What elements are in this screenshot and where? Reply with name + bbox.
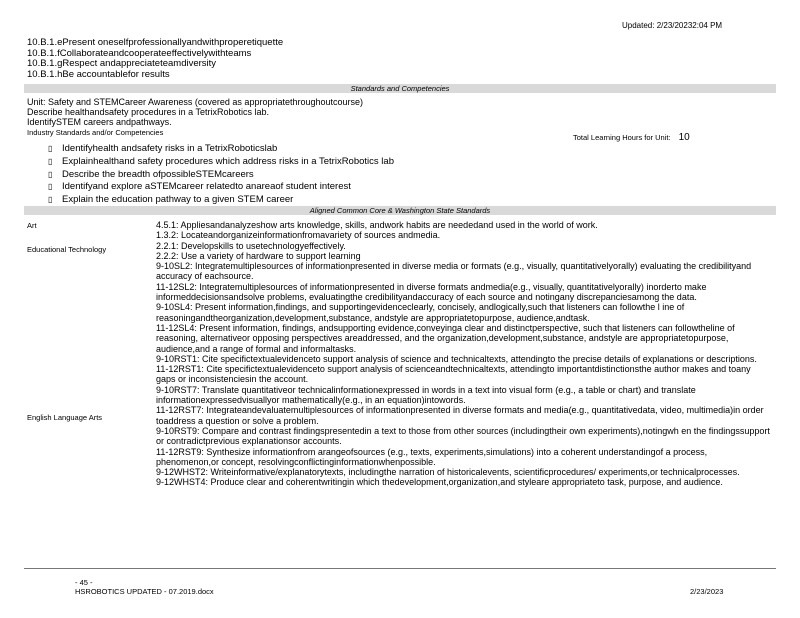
unit-description: Describe healthandsafety procedures in a TetrixRobotics lab. <box>27 107 269 118</box>
total-hours-value: 10 <box>678 132 690 143</box>
updated-timestamp: Updated: 2/23/20232:04 PM <box>622 21 723 30</box>
standard-entry: 11-12RST9: Synthesize informationfrom arangeofsources (e.g., texts, experiments,simulations) into a coherent understandingof a process, phenomenon,or concept, resolvingconflictinginformationwhenpossible. <box>156 446 708 467</box>
standard-line: 10.B.1.ePresent oneselfprofessionallyandwithproperetiquette <box>27 37 284 48</box>
top-standards-list <box>27 38 283 80</box>
list-item: ▯ Describe the breadth ofpossibleSTEMcareers <box>48 168 254 180</box>
bullet-icon: ▯ <box>48 169 53 179</box>
subject-art: Art <box>27 221 37 230</box>
industry-standards-label: Industry Standards and/or Competencies <box>27 127 164 137</box>
standard-entry: 11-12RST1: Cite specifictextualevidenceto support analysis of scienceandtechnicaltexts, attendingto importantdistinctionsthe author makes and toany gaps or inconsistenciesin the account. <box>156 364 751 385</box>
page-number: - 45 - <box>75 578 93 587</box>
standard-entry: 4.5.1: Appliesandanalyzeshow arts knowledge, skills, andwork habits are neededand used in the world of work. <box>156 220 598 230</box>
subject-educational-technology: Educational Technology <box>27 245 107 254</box>
aligned-standards-list <box>156 220 772 488</box>
standard-entry: 9-10RST1: Cite specifictextualevidenceto support analysis of science and technicaltexts, attendingto the precise details of explanations or descriptions. <box>156 353 757 364</box>
standard-entry: 11-12SL2: Integratemultiplesources of informationpresented in diverse formats andmedia(e.g., visually, quantitativelyorally) inorderto make informeddecisionsandsolve problems, evaluatingthe credibilityandaccuracy of each source and notingany discrepanciesamong the data. <box>156 281 707 303</box>
standard-entry: 2.2.2: Use a variety of hardware to support learning <box>156 250 361 261</box>
unit-title: Unit: Safety and STEMCareer Awareness (covered as appropriatethroughoutcourse) <box>27 97 364 107</box>
footer-divider <box>24 568 776 569</box>
bullet-icon: ▯ <box>48 144 53 153</box>
footer-date: 2/23/2023 <box>690 587 724 596</box>
total-hours-label: Total Learning Hours for Unit: <box>573 133 671 142</box>
unit-block <box>27 97 363 138</box>
bullet-icon: ▯ <box>48 156 53 166</box>
standard-entry: 9-12WHST2: Writeinformative/explanatorytexts, includingthe narration of historicalevents, scientificprocedures/ experiments,or technicalprocesses. <box>156 467 740 478</box>
standard-entry: 9-10RST9: Compare and contrast findingspresentedin a text to those from other sources (includingtheir own experiments),notingwh en the findingssupport or contradictprevious explanationsor accounts. <box>156 425 770 447</box>
total-hours <box>573 132 690 143</box>
list-item: ▯ Explainhealthand safety procedures which address risks in a TetrixRobotics lab <box>48 155 394 167</box>
competency-list <box>48 143 394 207</box>
standard-entry: 9-10SL2: Integratemultiplesources of informationpresented in diverse media or formats (e.g., visually, quantitativelyorally) evaluating the credibilityand accuracy of eachsource. <box>156 261 752 282</box>
list-item: ▯ Explain the education pathway to a given STEM career <box>48 194 294 206</box>
subject-english-language-arts: English Language Arts <box>27 413 103 422</box>
standard-entry: 2.2.1: Developskills to usetechnologyeffectively. <box>156 240 346 251</box>
standard-line: 10.B.1.hBe accountablefor results <box>27 68 170 80</box>
standards-competencies-band: Standards and Competencies <box>24 84 776 93</box>
bullet-icon: ▯ <box>48 182 53 192</box>
standard-entry: 9-10RST7: Translate quantitativeor technicalinformationexpressed in words in a text into visual form (e.g., a table or chart) and translate informationexpressedvisuallyor mathematically(e.g., in an equation)intowords. <box>156 384 696 406</box>
standard-line: 10.B.1.fCollaborateandcooperateeffectivelywithteams <box>27 47 252 59</box>
standard-line: 10.B.1.gRespect andappreciateteamdiversity <box>27 58 217 69</box>
standard-entry: 11-12RST7: Integrateandevaluatemultiplesources of informationpresented in diverse formats and media(e.g., quantitativedata, video, multimedia)in order toaddress a question or solve a problem. <box>156 405 764 426</box>
unit-description: IdentifySTEM careers andpathways. <box>27 117 172 128</box>
bullet-icon: ▯ <box>48 195 53 205</box>
standard-entry: 9-10SL4: Present information,findings, and supportingevidenceclearly, concisely, andlogically,such that listeners can followthe l ine of reasoningandtheorganization,development,substance, andstyle are appropriatetopurpose, audience,andtask. <box>156 302 685 323</box>
list-item: ▯ Identifyand explore aSTEMcareer relatedto anareaof student interest <box>48 181 351 193</box>
standard-entry: 11-12SL4: Present information, findings, andsupporting evidence,conveyinga clear and distinctperspective, such that listeners can followtheline of reasoning, alternativeor opposing perspectives areaddressed, and the organization,development,substance, andstyle are appropriatetopurpose, audience,and a range of formal and informaltasks. <box>156 322 735 354</box>
standard-entry: 9-12WHST4: Produce clear and coherentwritingin which thedevelopment,organization,and styleare appropriateto task, purpose, and audience. <box>156 477 723 488</box>
standard-entry: 1.3.2: Locateandorganizeinformationfromavariety of sources andmedia. <box>156 230 441 241</box>
aligned-standards-band: Aligned Common Core & Washington State Standards <box>24 206 776 215</box>
list-item: ▯ Identifyhealth andsafety risks in a TetrixRoboticslab <box>48 143 278 154</box>
document-filename: HSROBOTICS UPDATED - 07.2019.docx <box>75 587 214 596</box>
